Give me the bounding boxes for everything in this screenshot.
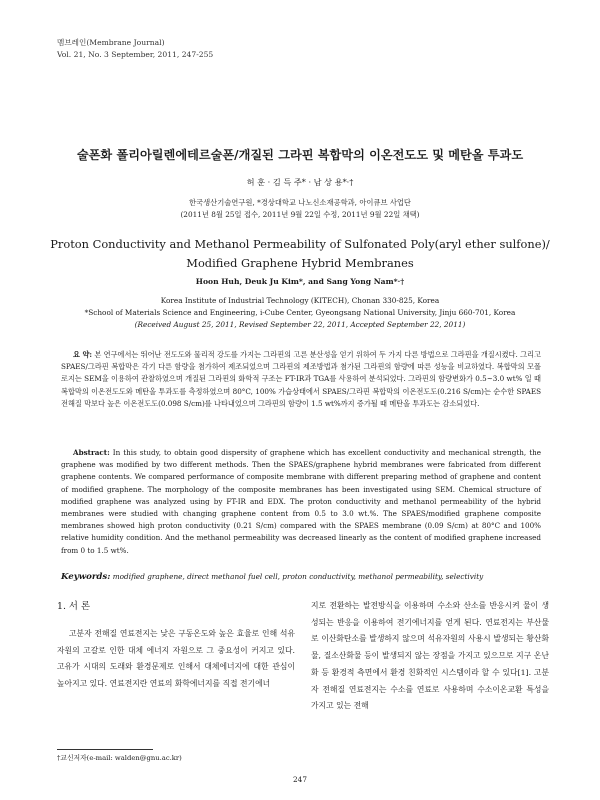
korean-authors: 허 훈 · 김 득 주* · 남 상 용*·†: [246, 177, 354, 187]
korean-affiliation-block: [0, 197, 600, 221]
running-header: [57, 37, 213, 61]
english-title-line1: Proton Conductivity and Methanol Permeability of Sulfonated Poly(aryl ether sulfone)/: [50, 237, 550, 251]
english-title-line2: Modified Graphene Hybrid Membranes: [186, 256, 414, 270]
keywords-text: modified graphene, direct methanol fuel cell, proton conductivity, methanol permeability, selectivity: [112, 572, 484, 581]
keywords: [61, 572, 541, 582]
section-heading: 1. 서 론: [57, 601, 91, 612]
footnote-divider: [57, 749, 153, 750]
english-affiliation-block: [40, 295, 560, 331]
korean-abstract-label: 요 약:: [73, 350, 93, 359]
korean-abstract: [61, 349, 541, 410]
journal-name: 멤브레인(Membrane Journal): [57, 38, 165, 47]
korean-affiliation: 한국생산기술연구원, *경상대학교 나노신소재공학과, 아이큐브 사업단: [189, 198, 411, 207]
intro-left-column: 고분자 전해질 연료전지는 낮은 구동온도와 높은 효율로 인해 석유자원의 고갈로 인한 대체 에너지 자원으로 그 중요성이 커지고 있다. 고유가 시대의 도래와 환경문제로 인해서 대체에너지에 대한 관심이 높아지고 있다. 연료전지란 연료의 화학에너지를 직접 전기에너: [57, 629, 295, 689]
english-affiliation-2: *School of Materials Science and Engineering, i-Cube Center, Gyeongsang National University, Jinju 660-701, Korea: [84, 308, 516, 317]
journal-volume: Vol. 21, No. 3 September, 2011, 247-255: [57, 50, 214, 59]
english-affiliation-1: Korea Institute of Industrial Technology (KITECH), Chonan 330-825, Korea: [160, 296, 440, 305]
footnote: †교신저자(e-mail: walden@gnu.ac.kr): [57, 754, 182, 762]
english-title: [40, 235, 560, 273]
korean-dates: (2011년 8월 25일 접수, 2011년 9월 22일 수정, 2011년 9월 22일 채택): [180, 210, 420, 219]
english-dates: (Received August 25, 2011, Revised September 22, 2011, Accepted September 22, 2011): [134, 320, 466, 329]
english-authors: Hoon Huh, Deuk Ju Kim*, and Sang Yong Nam*·†: [195, 277, 405, 286]
english-abstract-label: Abstract:: [73, 448, 110, 457]
korean-abstract-text: 본 연구에서는 뛰어난 전도도와 물리적 강도를 가지는 그라핀의 고른 분산성을 얻기 위하여 두 가지 다른 방법으로 그라핀을 개질시켰다. 그리고 SPAES/그라핀 복합막은 각기 다른 함량을 첨가하여 제조되었으며 그라핀의 제조방법과 첨가된 그라핀의 함량에 따른 성능을 비교하였다. 복합막의 모폴로지는 SEM을 이용하여 관찰하였으며 개질된 그라핀의 화학적 구조는 FT-IR과 TGA를 사용하여 분석되었다. 그라핀의 함량변화가 0.5~3.0 wt% 일 때 복합막의 이온전도도와 메탄올 투과도를 측정하였으며 80°C, 100% 가습상태에서 SPAES/그라핀 복합막의 이온전도도(0.216 S/cm)는 순수한 SPAES 전해질 막보다 높은 이온전도도(0.098 S/cm)를 나타내었으며 그라핀의 함량이 1.5 wt%까지 증가될 때 메탄올 투과도는 감소되었다.: [61, 350, 541, 408]
intro-right-column: 지로 전환하는 발전방식을 이용하며 수소와 산소를 반응시켜 물이 생성되는 반응을 이용하여 전기에너지를 얻게 된다. 연료전지는 부산물로 이산화탄소를 발생하지 않으며 석유자원의 사용시 발생되는 황산화물, 질소산화물 등이 발생되지 않는 장점을 가지고 있으므로 지구 온난화 등 환경적 측면에서 환경 친화적인 시스템이라 할 수 있다[1]. 고분자 전해질 연료전지는 수소를 연료로 사용하며 수소이온교환 특성을 가지고 있는 전해: [311, 601, 549, 711]
keywords-label: Keywords:: [61, 572, 111, 582]
english-abstract-text: In this study, to obtain good dispersity of graphene which has excellent conductivity and mechanical strength, the graphene was modified by two different methods. Then the SPAES/graphene hybrid membranes were fabricated from different graphene contents. We compared performance of composite membrane with different preparing method of graphene and content of modified graphene. The morphology of the composite membranes has been investigated using SEM. Chemical structure of modified graphene was analyzed using by FT-IR and EDX. The proton conductivity and methanol permeability of the hybrid membranes were studied with changing graphene content from 0.5 to 3.0 wt.%. The SPAES/modified graphene composite membranes showed high proton conductivity (0.21 S/cm) compared with the SPAES membrane (0.09 S/cm) at 80°C and 100% relative humidity condition. And the methanol permeability was decreased linearly as the content of modified graphene increased from 0 to 1.5 wt%.: [61, 448, 541, 555]
english-abstract: [61, 447, 541, 557]
korean-title: 술폰화 폴리아릴렌에테르술폰/개질된 그라핀 복합막의 이온전도도 및 메탄올 투과도: [76, 148, 524, 162]
page-number: 247: [293, 775, 307, 784]
